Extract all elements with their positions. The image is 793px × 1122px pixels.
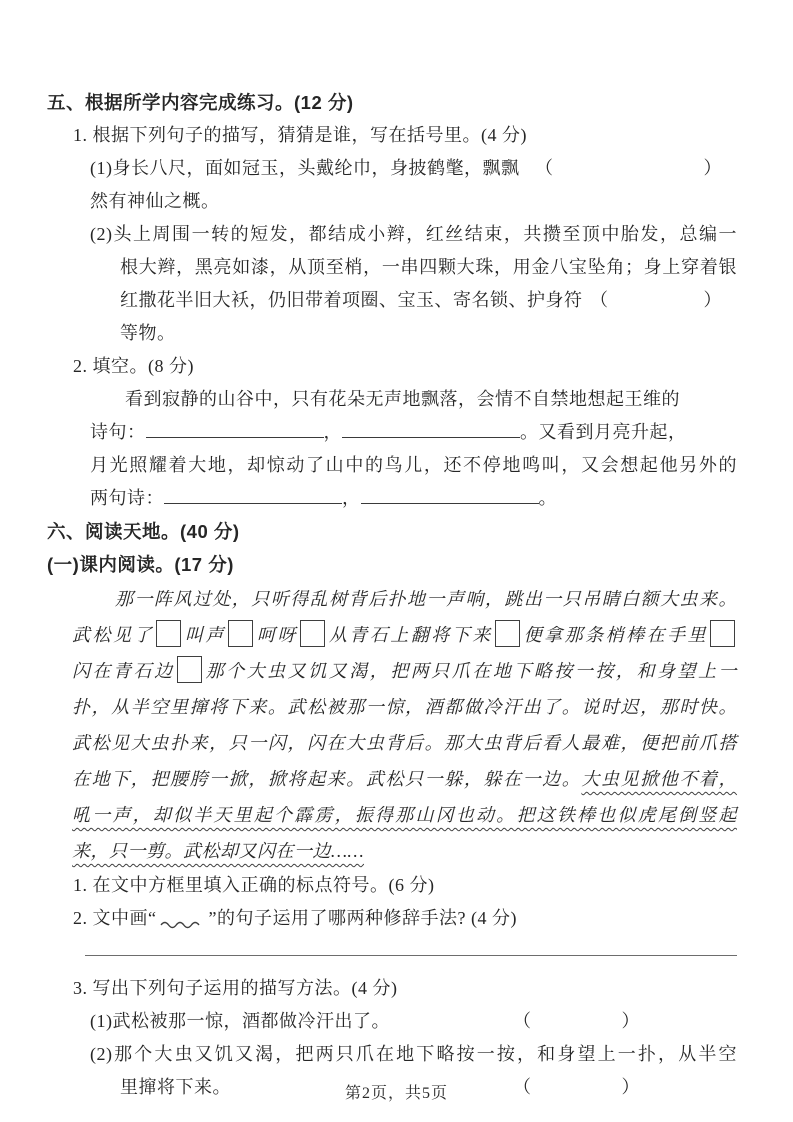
punctuation-box-2[interactable] xyxy=(228,620,253,647)
punctuation-box-4[interactable] xyxy=(495,620,520,647)
page-footer: 第2页，共5页 xyxy=(344,1085,448,1102)
bracket-answer-space[interactable] xyxy=(609,305,704,306)
q3-item1-answer-brackets[interactable] xyxy=(513,1005,640,1038)
passage-line2-seg3: 呵呀 xyxy=(254,625,298,645)
fill-blank-3[interactable] xyxy=(164,485,342,504)
reading-passage xyxy=(72,581,737,869)
section6-part1-heading: (一)课内阅读。(17 分) xyxy=(47,554,234,575)
open-paren: （ xyxy=(590,290,609,310)
passage-line3-seg2: 那个大虫又饥又渴，把两只爪在地下略按一按，和身望上一 xyxy=(203,661,738,681)
close-paren: ） xyxy=(621,1077,640,1097)
q2-fill-line2 xyxy=(90,482,737,515)
punctuation-box-1[interactable] xyxy=(156,620,181,647)
q2-line4-comma: ， xyxy=(342,488,361,508)
q1-item2-line1: (2)头上周围一转的短发，都结成小辫，红丝结束，共攒至顶中胎发，总编一 xyxy=(90,224,737,244)
passage-line2-seg2: 叫声 xyxy=(182,625,226,645)
passage-line7-wavy-underlined: 吼一声，却似半天里起个霹雳，振得那山冈也动。把这铁棒也似虎尾倒竖起 xyxy=(72,805,737,825)
passage-line2-seg4: 从青石上翻将下来 xyxy=(326,625,493,645)
q3-item2-line1: (2)那个大虫又饥又渴，把两只爪在地下略按一按，和身望上一扑，从半空 xyxy=(90,1044,737,1064)
punctuation-box-6[interactable] xyxy=(177,656,202,683)
close-paren: ） xyxy=(621,1011,640,1031)
section6-q1-label: 1. 在文中方框里填入正确的标点符号。(6 分) xyxy=(73,875,435,895)
passage-line2-seg1: 武松见了 xyxy=(72,625,154,645)
section5-q2-label: 2. 填空。(8 分) xyxy=(73,356,194,376)
wavy-line-sample-icon xyxy=(160,908,206,941)
q1-item1-answer-brackets[interactable] xyxy=(535,152,722,185)
open-paren: （ xyxy=(535,158,554,178)
section5-q1-item1 xyxy=(90,152,737,218)
bracket-answer-space[interactable] xyxy=(554,173,704,174)
fill-blank-2[interactable] xyxy=(342,419,520,438)
q1-item2-answer-brackets[interactable] xyxy=(590,284,722,317)
bracket-answer-space[interactable] xyxy=(532,1026,622,1027)
section5-q1-label: 1. 根据下列句子的描写，猜猜是谁，写在括号里。(4 分) xyxy=(73,125,527,145)
passage-line2 xyxy=(72,617,737,653)
passage-line6-normal: 在地下，把腰胯一掀，掀将起来。武松只一躲，躲在一边。 xyxy=(72,769,582,789)
close-paren: ） xyxy=(703,158,722,178)
q1-item2-line2: 根大辫，黑亮如漆，从顶至梢，一串四颗大珠，用金八宝坠角；身上穿着银 xyxy=(120,257,737,277)
section5-q1-item2-end xyxy=(120,284,737,350)
q2-fill-line1 xyxy=(90,416,737,449)
q2-line4-period: 。 xyxy=(538,488,557,508)
q2-line2-comma: ， xyxy=(323,422,342,442)
section5-heading: 五、根据所学内容完成练习。(12 分) xyxy=(47,92,354,113)
q3-item1-text: (1)武松被那一惊，酒都做冷汗出了。 xyxy=(90,1011,390,1031)
q3-item2-line2: 里撺将下来。 xyxy=(120,1077,231,1097)
passage-line6 xyxy=(72,761,737,797)
passage-line5: 武松见大虫扑来，只一闪，闪在大虫背后。那大虫背后看人最难，便把前爪搭 xyxy=(72,733,737,753)
punctuation-box-3[interactable] xyxy=(300,620,325,647)
section6-heading: 六、阅读天地。(40 分) xyxy=(47,521,240,542)
q1-item2-line3: 红撒花半旧大袄，仍旧带着项圈、宝玉、寄名锁、护身符等物。 xyxy=(120,290,583,343)
passage-line2-seg5: 便拿那条梢棒在手里 xyxy=(521,625,709,645)
q2-line4-prefix: 两句诗： xyxy=(90,488,164,508)
passage-line3-seg1: 闪在青石边 xyxy=(72,661,175,681)
passage-line8-wavy-underlined: 来，只一剪。武松却又闪在一边…… xyxy=(72,841,365,861)
section6-q3-label: 3. 写出下列句子运用的描写方法。(4 分) xyxy=(73,978,398,998)
passage-line4: 扑，从半空里撺将下来。武松被那一惊，酒都做冷汗出了。说时迟，那时快。 xyxy=(72,697,737,717)
open-paren: （ xyxy=(513,1011,532,1031)
fill-blank-4[interactable] xyxy=(361,485,539,504)
punctuation-box-5[interactable] xyxy=(710,620,735,647)
passage-line6-wavy-underlined: 大虫见掀他不着， xyxy=(581,769,738,789)
q1-item1-text: (1)身长八尺，面如冠玉，头戴纶巾，身披鹤氅，飘飘然有神仙之概。 xyxy=(90,158,520,211)
section6-q2-label xyxy=(73,902,737,941)
open-paren: （ xyxy=(513,1077,532,1097)
q2-line2-suffix: 。又看到月亮升起， xyxy=(520,422,687,442)
fill-blank-1[interactable] xyxy=(146,419,324,438)
q3-item1 xyxy=(90,1005,737,1038)
answer-writing-line[interactable] xyxy=(85,955,737,956)
passage-line1: 那一阵风过处，只听得乱树背后扑地一声响，跳出一只吊睛白额大虫来。 xyxy=(115,589,737,609)
close-paren: ） xyxy=(703,290,722,310)
q2-label-prefix: 2. 文中画“ xyxy=(73,908,157,928)
q2-line2-prefix: 诗句： xyxy=(90,422,146,442)
q2-label-suffix: ”的句子运用了哪两种修辞手法? (4 分) xyxy=(208,908,517,928)
q2-paragraph-line1: 看到寂静的山谷中，只有花朵无声地飘落，会情不自禁地想起王维的 xyxy=(125,389,680,409)
passage-line3 xyxy=(72,653,737,689)
q2-paragraph-line3: 月光照耀着大地，却惊动了山中的鸟儿，还不停地鸣叫，又会想起他另外的 xyxy=(90,455,737,475)
